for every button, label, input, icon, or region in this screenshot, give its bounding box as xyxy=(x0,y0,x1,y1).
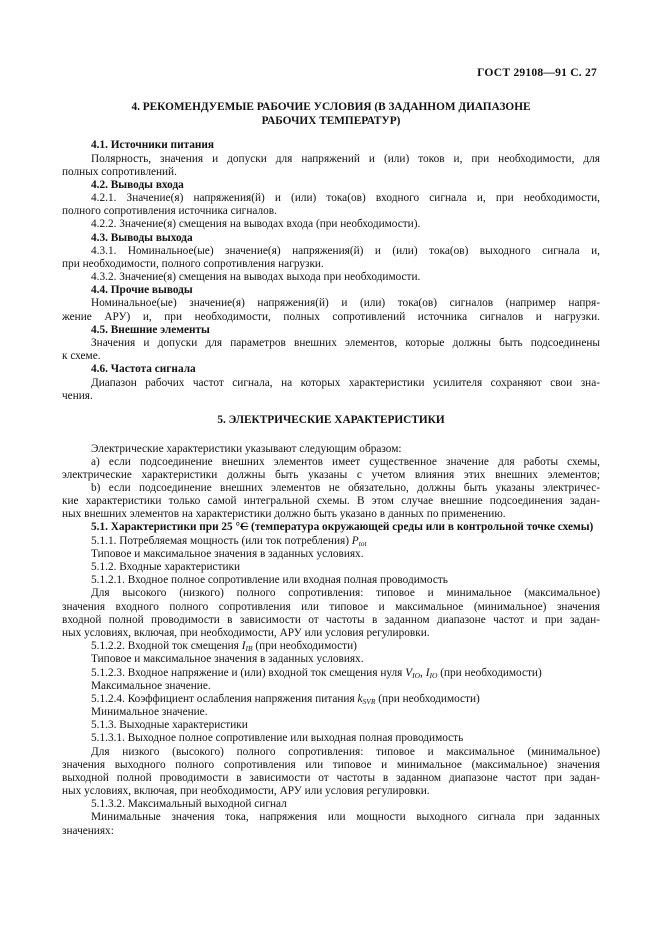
section-4-title-line-2: РАБОЧИХ ТЕМПЕРАТУР) xyxy=(261,115,401,127)
text-line: входной полной проводимости в зависимости от частоты в заданном диапазоне частот и при задан- xyxy=(62,614,600,626)
text-fragment: 5.1.2.3. Входное напряжение и (или) входной ток смещения нуля xyxy=(91,667,406,679)
text-line: Полярность, значения и допуски для напряжений и (или) токов и, при необходимости, для xyxy=(91,153,600,165)
symbol-v: V xyxy=(405,667,413,679)
text-line: а) если подсоединение внешних элементов имеет существенное значение для работы схемы, xyxy=(91,456,600,468)
text-line xyxy=(91,640,600,653)
heading-4-4: 4.4. Прочие выводы xyxy=(91,284,193,296)
heading-5-1-start: 5.1. Характеристики при 25 ° xyxy=(91,521,241,533)
section-4-title-line-1: 4. РЕКОМЕНДУЕМЫЕ РАБОЧИЕ УСЛОВИЯ (В ЗАДАННОМ ДИАПАЗОНЕ xyxy=(131,101,531,113)
text-line: Значения и допуски для параметров внешних элементов, которые должны быть подсоединены xyxy=(91,337,600,349)
heading-4-6: 4.6. Частота сигнала xyxy=(91,363,196,375)
heading-4-3: 4.3. Выводы выхода xyxy=(91,232,193,244)
text-line: кие характеристики только самой интегральной схемы. В этом случае внешние подсоединения задан- xyxy=(62,495,600,507)
text-line: Электрические характеристики указывают следующим образом: xyxy=(91,443,402,455)
text-line: 4.3.2. Значение(я) смещения на выводах выхода при необходимости. xyxy=(91,271,421,283)
text-fragment: 5.1.1. Потребляемая мощность (или ток потребления) xyxy=(91,535,352,547)
text-line: Номинальное(ые) значение(я) напряжения(й) и (или) тока(ов) сигналов (например напря- xyxy=(91,297,600,309)
symbol-p: P xyxy=(351,535,359,547)
symbol-subscript: IO xyxy=(429,671,438,680)
text-line: к схеме. xyxy=(62,350,101,362)
text-line: Максимальное значение. xyxy=(91,680,211,692)
text-line xyxy=(91,693,600,706)
text-fragment: (при необходимости) xyxy=(252,640,357,652)
text-line xyxy=(91,535,600,548)
symbol-subscript: tot xyxy=(358,539,367,548)
text-line: при необходимости, полного сопротивления нагрузки. xyxy=(62,258,324,270)
text-line: выходной полной проводимости в зависимости от частоты в заданном диапазоне частот при задан- xyxy=(62,772,600,784)
struck-celsius-letter: С xyxy=(240,521,249,533)
heading-4-1: 4.1. Источники питания xyxy=(91,139,215,151)
section-4-title xyxy=(62,100,600,128)
text-fragment: (при необходимости) xyxy=(375,693,480,705)
text-line: b) если подсоединение внешних элементов не обязательно, должны быть указаны электричес- xyxy=(91,482,600,494)
text-line: ных внешних элементов на характеристики должно быть указано в данных по применению. xyxy=(62,508,506,520)
text-line: значениях: xyxy=(62,825,114,837)
symbol-k: k xyxy=(357,693,363,705)
text-line: 4.2.1. Значение(я) напряжения(й) и (или) тока(ов) входного сигнала и, при необходимости, xyxy=(91,192,600,204)
text-fragment: 5.1.2.2. Входной ток смещения xyxy=(91,640,242,652)
text-line: значения входного полного сопротивления или типовое и максимальное (минимальное) значения xyxy=(62,601,600,613)
text-line: 5.1.3.1. Выходное полное сопротивление или выходная полная проводимость xyxy=(91,732,464,744)
text-line xyxy=(91,667,600,680)
text-line: полного сопротивления источника сигналов. xyxy=(62,205,277,217)
text-line: 4.3.1. Номинальное(ые) значение(я) напряжения(й) и (или) тока(ов) выходного сигнала и, xyxy=(91,245,600,257)
text-line: значения выходного полного сопротивления или типовое и минимальное (максимальное) значения xyxy=(62,759,600,771)
text-line: полных сопротивлений. xyxy=(62,166,177,178)
text-line: Типовое и максимальное значения в заданных условиях. xyxy=(91,653,364,665)
text-line: Для высокого (низкого) полного сопротивления: типовое и минимальное (максимальное) xyxy=(91,587,600,599)
symbol-subscript: SVR xyxy=(362,697,376,706)
symbol-subscript: IB xyxy=(245,644,253,653)
text-line: 5.1.3.2. Максимальный выходной сигнал xyxy=(91,798,287,810)
text-line: 4.2.2. Значение(я) смещения на выводах входа (при необходимости). xyxy=(91,218,421,230)
text-line: Минимальные значения тока, напряжения или мощности выходного сигнала при заданных xyxy=(91,811,600,823)
heading-5-1-end: (температура окружающей среды или в контрольной точке схемы) xyxy=(248,521,594,533)
page-header: ГОСТ 29108—91 С. 27 xyxy=(477,66,597,79)
section-5-title: 5. ЭЛЕКТРИЧЕСКИЕ ХАРАКТЕРИСТИКИ xyxy=(217,414,445,426)
text-line: Типовое и максимальное значения в заданных условиях. xyxy=(91,548,364,560)
heading-4-2: 4.2. Выводы входа xyxy=(91,179,184,191)
symbol-i: I xyxy=(425,667,430,679)
text-line: 5.1.3. Выходные характеристики xyxy=(91,719,248,731)
text-line: 5.1.2.1. Входное полное сопротивление или входная полная проводимость xyxy=(91,574,448,586)
symbol-i: I xyxy=(241,640,246,652)
text-line: чения. xyxy=(62,390,93,402)
text-line: жение АРУ) и, при необходимости, полных сопротивлений источника сигналов и нагрузки. xyxy=(62,311,600,323)
text-fragment: , xyxy=(420,667,426,679)
heading-5-1 xyxy=(91,521,600,534)
text-line: 5.1.2. Входные характеристики xyxy=(91,561,241,573)
text-fragment: (при необходимости) xyxy=(437,667,542,679)
text-fragment: 5.1.2.4. Коэффициент ослабления напряжения питания xyxy=(91,693,358,705)
text-line: Для низкого (высокого) полного сопротивления: типовое и максимальное (минимальное) xyxy=(91,746,600,758)
text-line: ных условиях, включая, при необходимости, АРУ или условия регулировки. xyxy=(62,785,430,797)
text-line: Диапазон рабочих частот сигнала, на которых характеристики усилителя сохраняют свои зна- xyxy=(91,377,600,389)
text-line: электрические характеристики должны быть указаны с учетом влияния этих внешних элементов; xyxy=(62,469,600,481)
symbol-subscript: IO xyxy=(412,671,421,680)
text-line: Минимальное значение. xyxy=(91,706,208,718)
heading-4-5: 4.5. Внешние элементы xyxy=(91,324,210,336)
text-line: ных условиях, включая, при необходимости, АРУ или условия регулировки. xyxy=(62,627,430,639)
